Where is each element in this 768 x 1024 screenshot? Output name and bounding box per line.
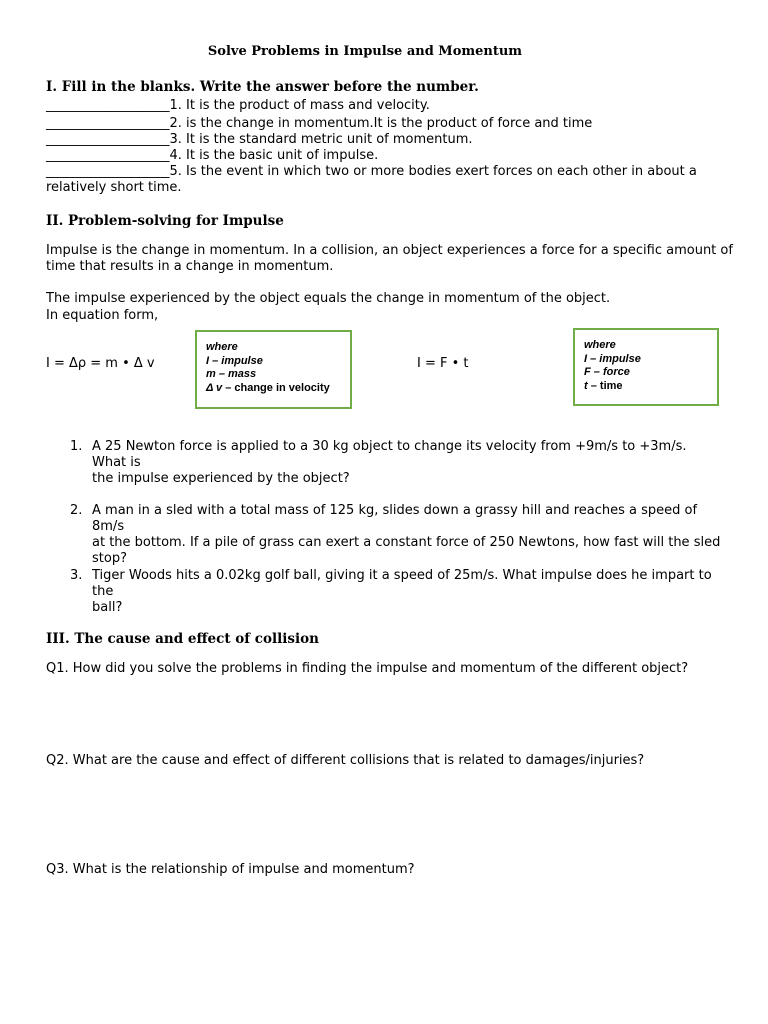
page-title: Solve Problems in Impulse and Momentum [207, 44, 523, 59]
section-1-heading: I. Fill in the blanks. Write the answer before the number. [46, 79, 479, 95]
equation-momentum: I = Δρ = m • Δ v [46, 356, 155, 371]
where-box-momentum-mass: m – mass [206, 368, 257, 380]
problem-text-line: stop? [92, 551, 127, 566]
where-box-force [573, 328, 719, 406]
blank-item-2: ___________________2. is the change in momentum.It is the product of force and time [46, 116, 593, 131]
equation-form-line: In equation form, [46, 308, 159, 323]
where-box-momentum-where: where [206, 341, 238, 353]
delta-v-description: – change in velocity [222, 381, 330, 394]
t-description: – time [587, 379, 623, 392]
impulse-definition-line-2: time that results in a change in momentum. [46, 259, 334, 274]
where-box-force-time [584, 380, 717, 394]
problem-text-line: ball? [92, 600, 123, 615]
section-3-heading: III. The cause and effect of collision [46, 631, 319, 647]
question-2: Q2. What are the cause and effect of different collisions that is related to damages/injuries? [46, 753, 645, 768]
where-box-momentum-velocity [206, 382, 350, 396]
problem-text-line: at the bottom. If a pile of grass can exert a constant force of 250 Newtons, how fast will the sled [92, 535, 721, 550]
t-symbol: t [584, 379, 588, 392]
blank-item-1: ___________________1. It is the product of mass and velocity. [46, 98, 430, 113]
where-box-force-force: F – force [584, 366, 630, 378]
impulse-definition-line-1: Impulse is the change in momentum. In a collision, an object experiences a force for a specific amount of [46, 243, 733, 258]
where-box-momentum [195, 330, 352, 409]
problem-text-line: A 25 Newton force is applied to a 30 kg object to change its velocity from +9m/s to +3m/s. What is [92, 439, 687, 470]
where-box-force-impulse: I – impulse [584, 352, 641, 365]
problem-text-line: Tiger Woods hits a 0.02kg golf ball, giving it a speed of 25m/s. What impulse does he impart to the [92, 568, 712, 599]
question-1: Q1. How did you solve the problems in finding the impulse and momentum of the different object? [46, 661, 689, 676]
blank-item-3: ___________________3. It is the standard metric unit of momentum. [46, 132, 473, 147]
blank-item-5-continuation: relatively short time. [46, 180, 182, 195]
problem-number: 1. [70, 439, 83, 454]
blank-item-5: ___________________5. Is the event in which two or more bodies exert forces on each other in about a [46, 164, 697, 179]
where-box-momentum-impulse: I – impulse [206, 354, 263, 367]
problem-number: 2. [70, 503, 83, 518]
impulse-equals-line: The impulse experienced by the object equals the change in momentum of the object. [46, 291, 611, 306]
blank-item-4: ___________________4. It is the basic unit of impulse. [46, 148, 379, 163]
problem-number: 3. [70, 568, 83, 583]
equation-force-time: I = F • t [417, 356, 469, 371]
problem-text-line: the impulse experienced by the object? [92, 471, 350, 486]
question-3: Q3. What is the relationship of impulse and momentum? [46, 862, 415, 877]
section-2-heading: II. Problem-solving for Impulse [46, 213, 284, 229]
where-box-force-where: where [584, 339, 616, 351]
problem-text-line: A man in a sled with a total mass of 125 kg, slides down a grassy hill and reaches a speed of 8m/s [92, 503, 698, 534]
delta-v-symbol: Δ v [206, 381, 223, 394]
